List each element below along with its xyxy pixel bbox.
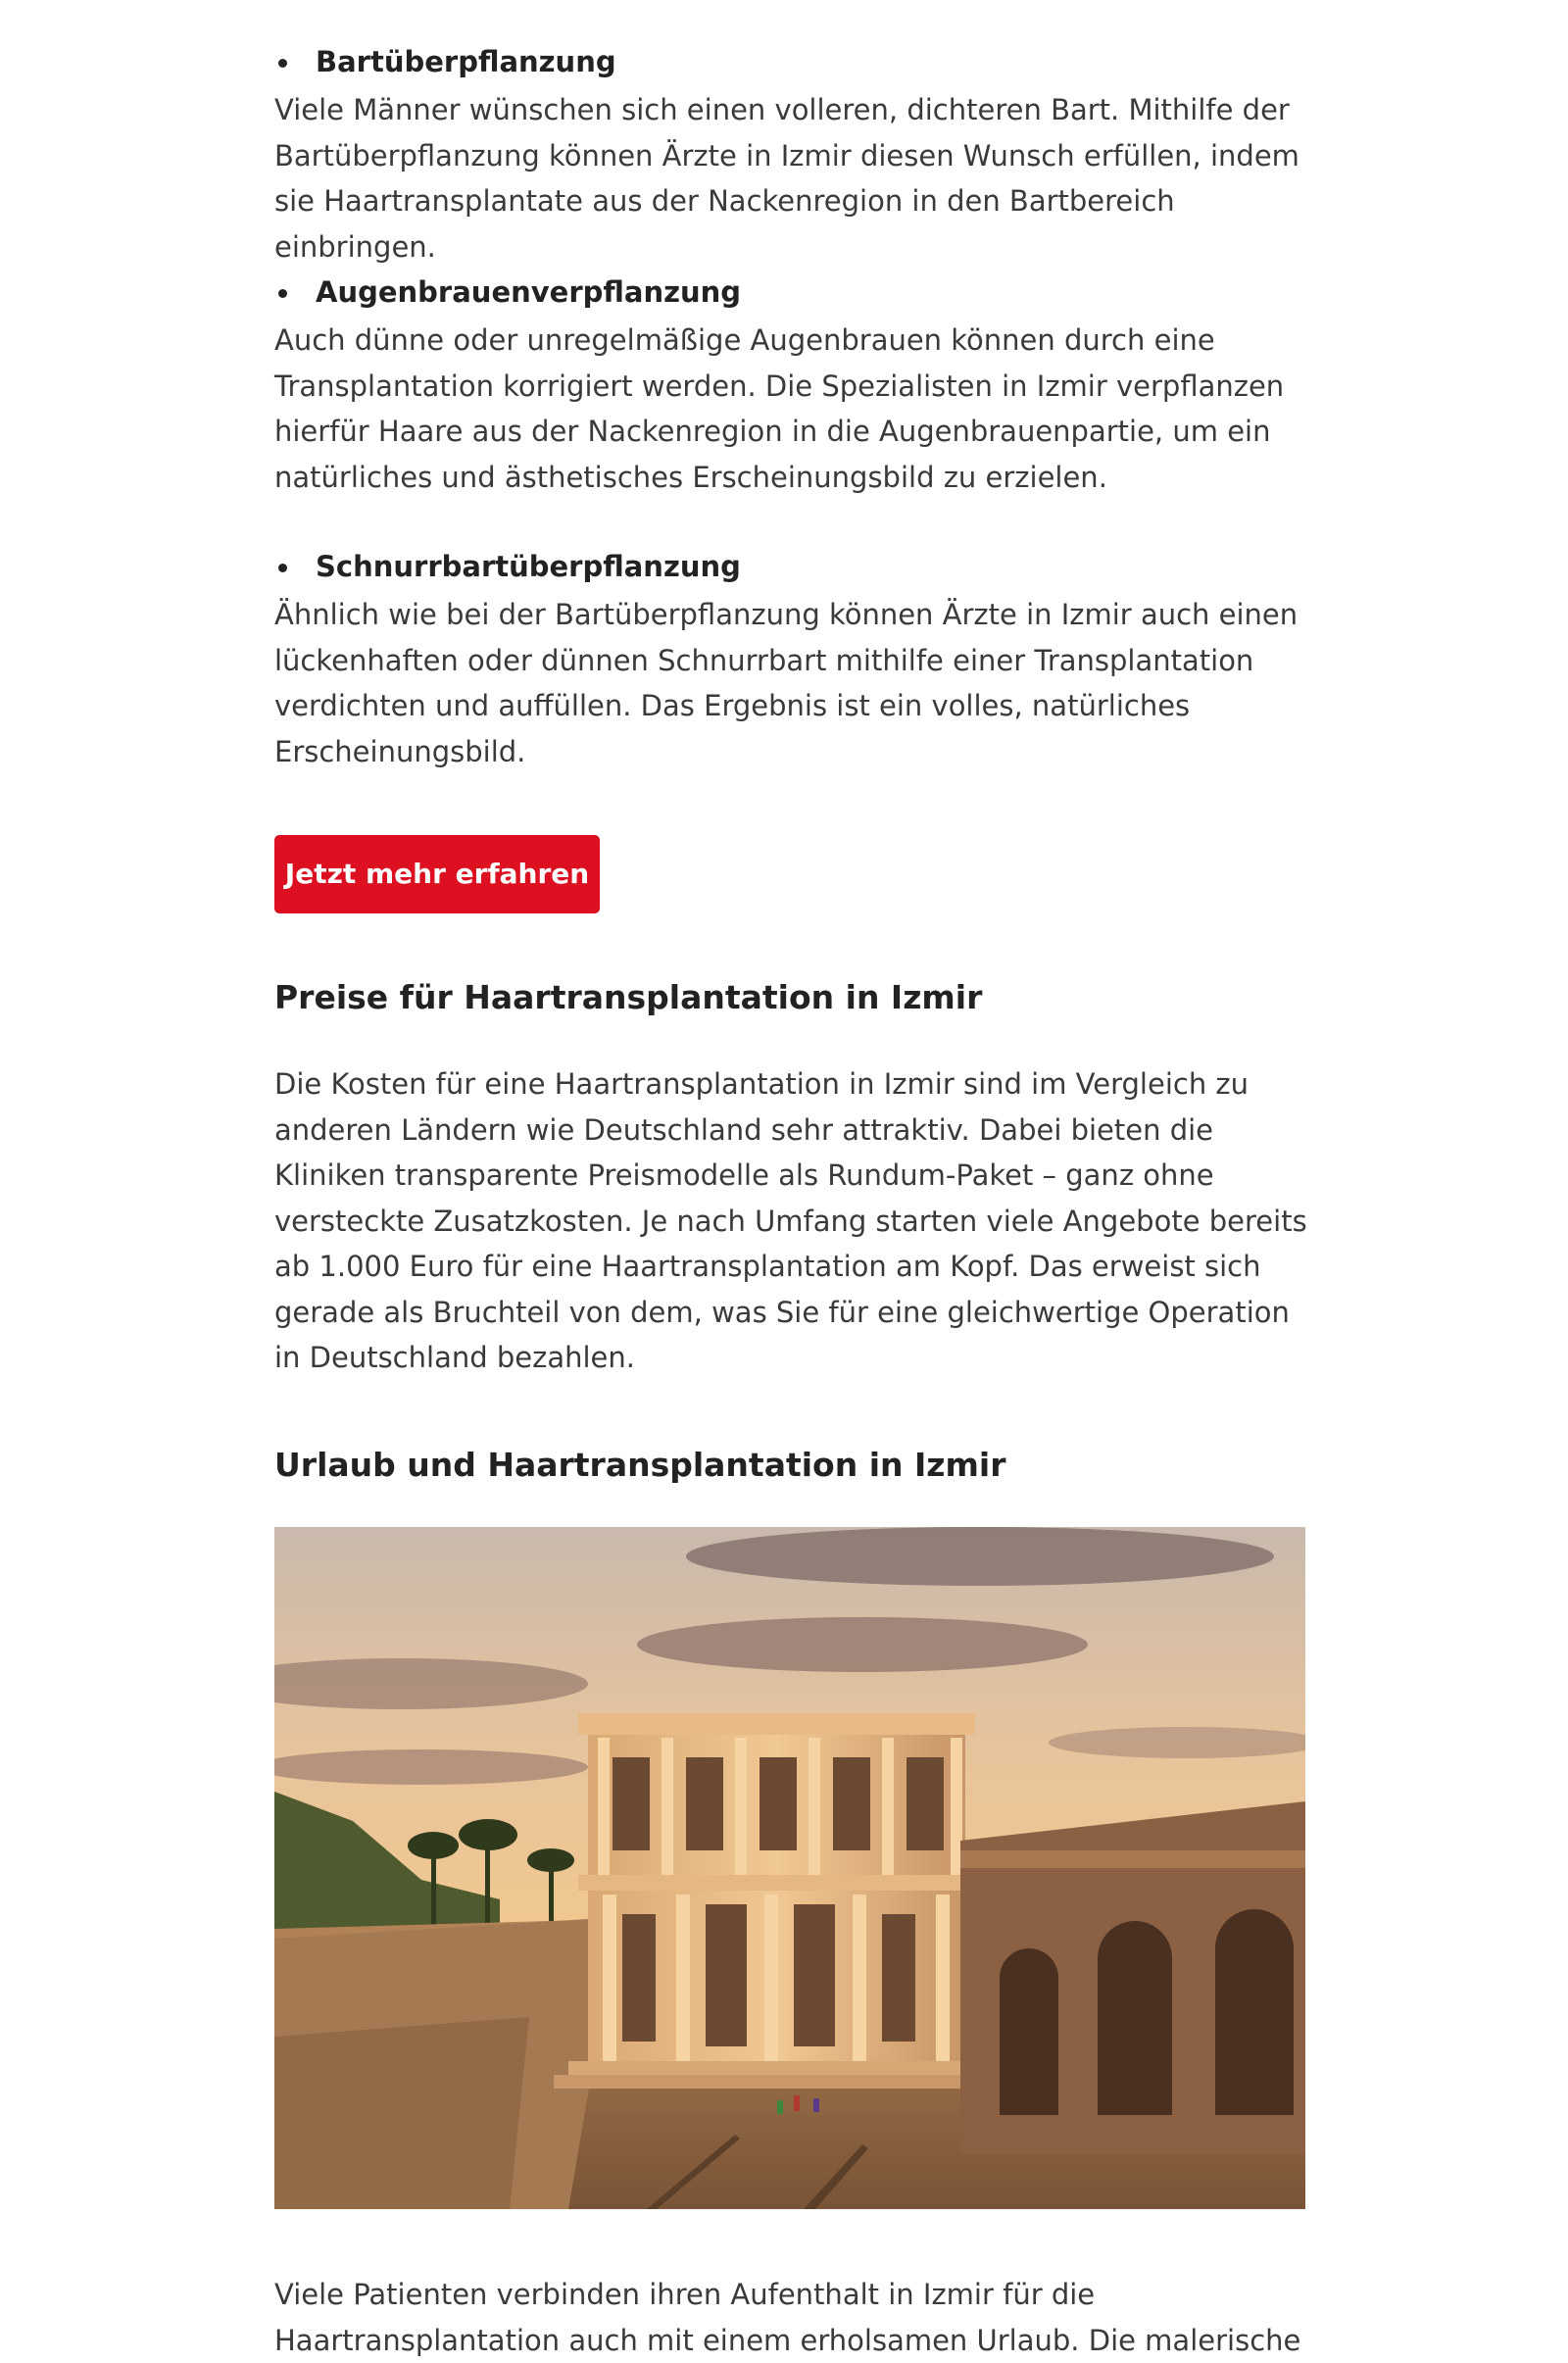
bullet-title-bart: Bartüberpflanzung: [274, 42, 1313, 81]
bullet-title-augenbrauen: Augenbrauenverpflanzung: [274, 272, 1313, 312]
section-augenbrauen: [274, 272, 1313, 500]
learn-more-button[interactable]: Jetzt mehr erfahren: [274, 835, 600, 913]
paragraph-preise: Die Kosten für eine Haartransplantation in Izmir sind im Vergleich zu anderen Ländern wie Deutschland sehr attraktiv. Dabei bieten die Kliniken transparente Preismodelle als Rundum-Paket – ganz ohne versteckte Zusatzkosten. Je nach Umfang starten viele Angebote bereits ab 1.000 Euro für eine Haartransplantation am Kopf. Das erweist sich gerade als Bruchteil von dem, was Sie für eine gleichwertige Operation in Deutschland bezahlen.: [274, 1067, 1307, 1374]
paragraph-bart: Viele Männer wünschen sich einen volleren, dichteren Bart. Mithilfe der Bartüberpflanzung können Ärzte in Izmir diesen Wunsch erfüllen, indem sie Haartransplantate aus der Nackenregion in den Bartbereich einbringen.: [274, 93, 1299, 264]
paragraph-augenbrauen: Auch dünne oder unregelmäßige Augenbrauen können durch eine Transplantation korrigiert werden. Die Spezialisten in Izmir verpflanzen hierfür Haare aus der Nackenregion in die Augenbrauenpartie, um ein natürliches und ästhetisches Erscheinungsbild zu erzielen.: [274, 323, 1285, 494]
section-bart: [274, 42, 1313, 270]
heading-preise: Preise für Haartransplantation in Izmir: [274, 978, 983, 1016]
section-schnurrbart: [274, 547, 1313, 774]
paragraph-urlaub: Viele Patienten verbinden ihren Aufenthalt in Izmir für die Haartransplantation auch mit einem erholsamen Urlaub. Die malerische: [274, 2278, 1301, 2357]
heading-urlaub: Urlaub und Haartransplantation in Izmir: [274, 1446, 1006, 1484]
bullet-title-schnurrbart: Schnurrbartüberpflanzung: [274, 547, 1313, 586]
library-of-celsus-photo: [274, 1527, 1305, 2209]
paragraph-schnurrbart: Ähnlich wie bei der Bartüberpflanzung können Ärzte in Izmir auch einen lückenhaften oder dünnen Schnurrbart mithilfe einer Transplantation verdichten und auffüllen. Das Ergebnis ist ein volles, natürliches Erscheinungsbild.: [274, 598, 1298, 768]
